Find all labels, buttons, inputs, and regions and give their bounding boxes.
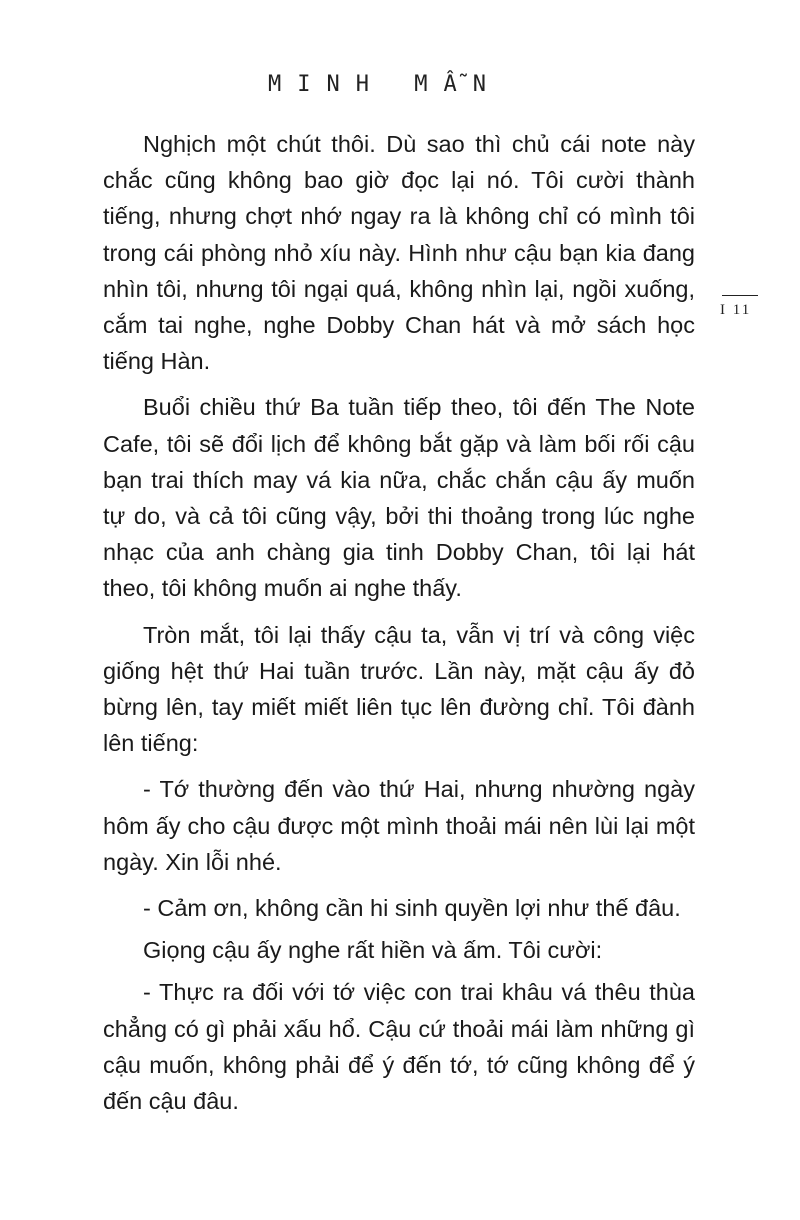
running-head-title: MINH MẪN [268, 72, 502, 97]
paragraph: - Tớ thường đến vào thứ Hai, nhưng nhường ngày hôm ấy cho cậu được một mình thoải mái nên lùi lại một ngày. Xin lỗi nhé. [103, 776, 695, 875]
paragraph: - Cảm ơn, không cần hi sinh quyền lợi như thế đâu. [143, 895, 681, 922]
paragraph: Nghịch một chút thôi. Dù sao thì chủ cái note này chắc cũng không bao giờ đọc lại nó. Tôi cười thành tiếng, nhưng chợt nhớ ngay ra là không chỉ có mình tôi trong cái phòng nhỏ xíu này. Hình như cậu bạn kia đang nhìn tôi, nhưng tôi ngại quá, không nhìn lại, ngồi xuống, cắm tai nghe, nghe Dobby Chan hát và mở sách học tiếng Hàn. [103, 131, 695, 375]
paragraph: - Thực ra đối với tớ việc con trai khâu vá thêu thùa chẳng có gì phải xấu hổ. Cậu cứ thoải mái làm những gì cậu muốn, không phải để ý đến tớ, tớ cũng không để ý đến cậu đâu. [103, 979, 695, 1115]
paragraph: Buổi chiều thứ Ba tuần tiếp theo, tôi đến The Note Cafe, tôi sẽ đổi lịch để không bắt gặp và làm bối rối cậu bạn trai thích may vá kia nữa, chắc chắn cậu ấy muốn tự do, và cả tôi cũng vậy, bởi thi thoảng trong lúc nghe nhạc của anh chàng gia tinh Dobby Chan, tôi lại hát theo, tôi không muốn ai nghe thấy. [103, 394, 695, 602]
paragraph: Giọng cậu ấy nghe rất hiền và ấm. Tôi cười: [143, 937, 603, 964]
page-number: I 11 [720, 302, 752, 318]
body-text [103, 126, 695, 1129]
page-number-value: 11 [732, 302, 752, 318]
page-number-rule [722, 295, 758, 296]
paragraph: Tròn mắt, tôi lại thấy cậu ta, vẫn vị trí và công việc giống hệt thứ Hai tuần trước. Lần này, mặt cậu ấy đỏ bừng lên, tay miết miết liên tục lên đường chỉ. Tôi đành lên tiếng: [103, 621, 695, 757]
